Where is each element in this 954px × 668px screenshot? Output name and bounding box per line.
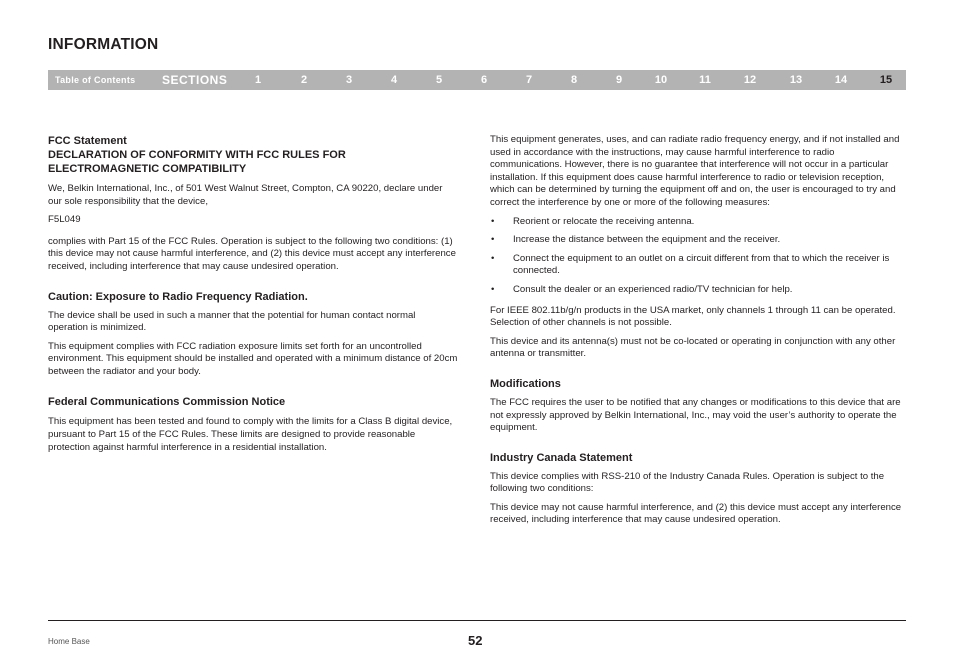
caution-heading: Caution: Exposure to Radio Frequency Radiation. [48,290,308,303]
nav-section-10-link[interactable]: 10 [654,74,668,86]
nav-section-8-link[interactable]: 8 [570,74,578,86]
declaration-title-line-2: ELECTROMAGNETIC COMPATIBILITY [48,163,247,175]
list-item: • Reorient or relocate the receiving antenna. [490,216,908,229]
belkin-declaration-paragraph: We, Belkin International, Inc., of 501 West Walnut Street, Compton, CA 90220, declare under our sole responsibility that the device, [48,183,443,207]
nav-section-12-link[interactable]: 12 [743,74,757,86]
list-item: • Increase the distance between the equipment and the receiver. [490,234,908,247]
nav-section-9-link[interactable]: 9 [615,74,623,86]
list-item: • Connect the equipment to an outlet on a circuit different from that to which the receiver is connected. [490,253,908,278]
fcc-notice-heading: Federal Communications Commission Notice [48,395,286,408]
industry-canada-paragraph-2: This device may not cause harmful interference, and (2) this device must accept any interference received, including interference that may cause undesired operation. [490,501,902,526]
footer-divider [48,620,906,621]
nav-table-of-contents-link[interactable]: Table of Contents [55,75,136,85]
industry-canada-heading: Industry Canada Statement [490,451,633,464]
industry-canada-paragraph-1: This device complies with RSS-210 of the Industry Canada Rules. Operation is subject to the following two conditions: [490,470,885,495]
fcc-statement-title: FCC Statement [48,135,127,147]
list-item: • Consult the dealer or an experienced radio/TV technician for help. [490,284,908,297]
page-title: INFORMATION [48,36,159,53]
nav-sections-label: SECTIONS [162,73,228,87]
section-nav-bar [48,70,906,90]
fcc-notice-paragraph: This equipment has been tested and found to comply with the limits for a Class B digital device, pursuant to Part 15 of the FCC Rules. These limits are designed to provide reasonable protection against harmful interference in a residential installation. [48,415,453,454]
interference-measures-list [490,216,908,297]
nav-section-2-link[interactable]: 2 [300,74,308,86]
nav-section-1-link[interactable]: 1 [254,74,262,86]
nav-section-6-link[interactable]: 6 [480,74,488,86]
interference-paragraph: This equipment generates, uses, and can radiate radio frequency energy, and if not installed and used in accordance with the instructions, may cause harmful interference to radio communications. However, there is no guarantee that interference will not occur in a particular installation. If this equipment does cause harmful interference to radio or television reception, which can be determined by turning the equipment off and on, the user is encouraged to try and correct the interference by one or more of the following measures: [490,134,900,208]
nav-section-13-link[interactable]: 13 [789,74,803,86]
page-number: 52 [468,633,483,648]
declaration-title-line-1: DECLARATION OF CONFORMITY WITH FCC RULES FOR [48,149,346,161]
caution-paragraph-2: This equipment complies with FCC radiation exposure limits set forth for an uncontrolled environment. This equipment should be installed and operated with a minimum distance of 20cm between the radiator and your body. [48,340,458,377]
compliance-paragraph: complies with Part 15 of the FCC Rules. Operation is subject to the following two conditions: (1) this device may not cause harmful interference, and (2) this device must accept any interference received, including interference that may cause undesired operation. [48,235,456,272]
nav-section-15-link-active[interactable]: 15 [879,74,893,86]
model-number: F5L049 [48,214,81,226]
antenna-paragraph: This device and its antenna(s) must not be co-located or operating in conjunction with any other antenna or transmitter. [490,335,896,360]
nav-section-7-link[interactable]: 7 [525,74,533,86]
footer-product-name: Home Base [48,637,90,646]
nav-section-4-link[interactable]: 4 [390,74,398,86]
modifications-paragraph: The FCC requires the user to be notified that any changes or modifications to this device that are not expressly approved by Belkin International, Inc., may void the user’s authority to operate the equipment. [490,396,901,434]
ieee-channels-paragraph: For IEEE 802.11b/g/n products in the USA market, only channels 1 through 11 can be operated. Selection of other channels is not possible. [490,304,896,329]
left-column [48,134,458,461]
right-column [490,134,908,533]
nav-section-11-link[interactable]: 11 [699,74,711,86]
nav-section-5-link[interactable]: 5 [435,74,443,86]
modifications-heading: Modifications [490,377,561,390]
nav-section-3-link[interactable]: 3 [345,74,353,86]
fcc-statement-heading [48,134,458,176]
nav-section-14-link[interactable]: 14 [834,74,848,86]
caution-paragraph-1: The device shall be used in such a manner that the potential for human contact normal operation is minimized. [48,309,416,334]
